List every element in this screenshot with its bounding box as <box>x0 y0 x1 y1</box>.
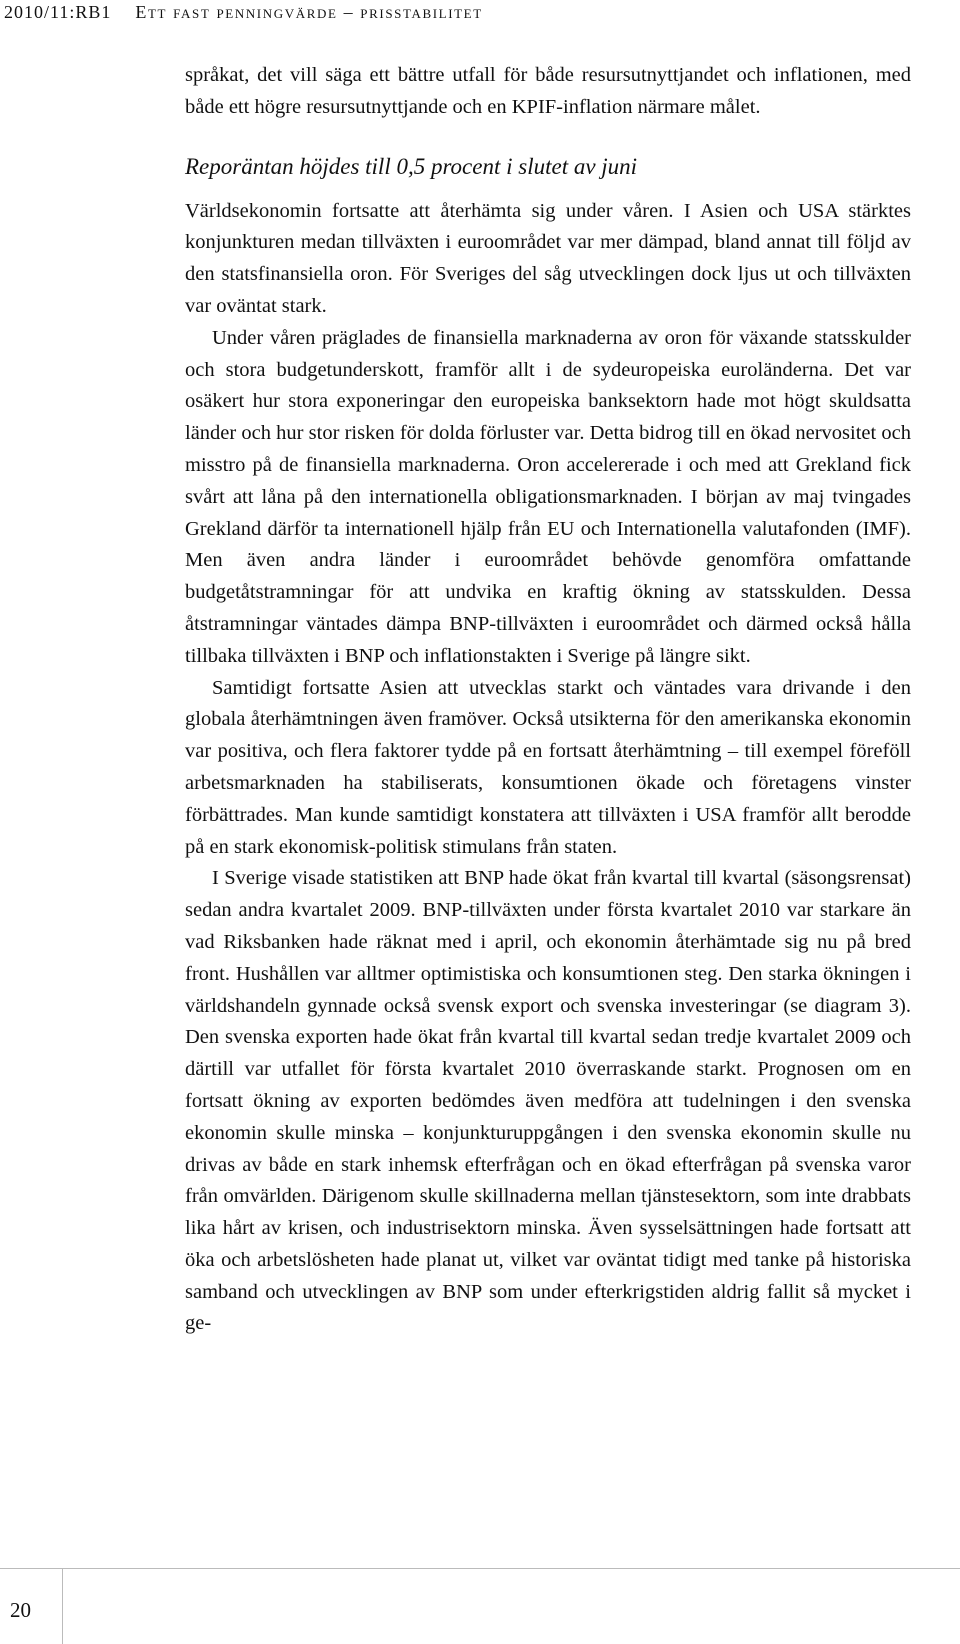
page-number-divider <box>62 1568 63 1644</box>
page-number: 20 <box>10 1598 31 1622</box>
paragraph: Världsekonomin fortsatte att återhämta sig under våren. I Asien och USA stärktes konjunkturen medan tillväxten i euroområdet var mer dämpad, bland annat till följd av den statsfinansiella oron. För Sveriges del såg utvecklingen dock ljus ut och tillväxten var oväntat stark. <box>185 199 911 317</box>
document-code: 2010/11:RB1 <box>4 2 112 22</box>
text-column <box>185 60 911 1340</box>
footer-rule <box>0 1568 960 1569</box>
running-title: Ett fast penningvärde – prisstabilitet <box>135 2 483 22</box>
running-header <box>0 0 960 24</box>
paragraph: I Sverige visade statistiken att BNP hade ökat från kvartal till kvartal (säsongsrensat) sedan andra kvartalet 2009. BNP-tillväxten under första kvartalet 2010 var starkare än vad Riksbanken hade räknat med i april, och ekonomin återhämtade sig nu på bred front. Hushållen var alltmer optimistiska och konsumtionen steg. Den starka ökningen i världshandeln gynnade också svensk export och svenska investeringar (se diagram 3). Den svenska exporten hade ökat från kvartal till kvartal sedan tredje kvartalet 2009 och därtill var utfallet för första kvartalet 2010 överraskande starkt. Prognosen om en fortsatt ökning av exporten bedömdes även medföra att tudelningen i den svenska ekonomin skulle minska – konjunkturuppgången i den svenska ekonomin skulle nu drivas av både en stark inhemsk efterfrågan och en ökad efterfrågan på svenska varor från omvärlden. Därigenom skulle skillnaderna mellan tjänstesektorn, som inte drabbats lika hårt av krisen, och industrisektorn minska. Även sysselsättningen hade fortsatt att öka och arbetslösheten hade planat ut, vilket var oväntat tidigt med tanke på historiska samband och utvecklingen av BNP som under efterkrigstiden aldrig fallit så mycket i ge- <box>185 867 911 1335</box>
paragraph: Samtidigt fortsatte Asien att utvecklas starkt och väntades vara drivande i den globala återhämtningen även framöver. Också utsikterna för den amerikanska ekonomin var positiva, och flera faktorer tydde på en fortsatt återhämtning – till exempel föreföll arbetsmarknaden ha stabiliserats, konsumtionen ökade och företagens vinster förbättrades. Man kunde samtidigt konstatera att tillväxten i USA framför allt berodde på en stark ekonomisk-politisk stimulans från staten. <box>185 676 911 858</box>
paragraph-continued: språkat, det vill säga ett bättre utfall för både resursutnyttjandet och inflationen, med både ett högre resursutnyttjande och en KPIF-inflation närmare målet. <box>185 64 911 118</box>
section-heading: Reporäntan höjdes till 0,5 procent i slutet av juni <box>185 153 638 179</box>
page-footer <box>0 1568 960 1644</box>
paragraph: Under våren präglades de finansiella marknaderna av oron för växande statsskulder och stora budgetunderskott, framför allt i de sydeuropeiska euroländerna. Det var osäkert hur stora exponeringar den europeiska banksektorn hade mot högt skuldsatta länder och hur stor risken för dolda förluster var. Detta bidrog till en ökad nervositet och misstro på de finansiella marknaderna. Oron accelererade i och med att Grekland fick svårt att låna på den internationella obligationsmarknaden. I början av maj tvingades Grekland därför ta internationell hjälp från EU och Internationella valutafonden (IMF). Men även andra länder i euroområdet behövde genomföra omfattande budgetåtstramningar för att undvika en kraftig ökning av statsskulden. Dessa åtstramningar väntades dämpa BNP-tillväxten i euroområdet och därmed också hålla tillbaka tillväxten i BNP och inflationstakten i Sverige på längre sikt. <box>185 326 911 667</box>
